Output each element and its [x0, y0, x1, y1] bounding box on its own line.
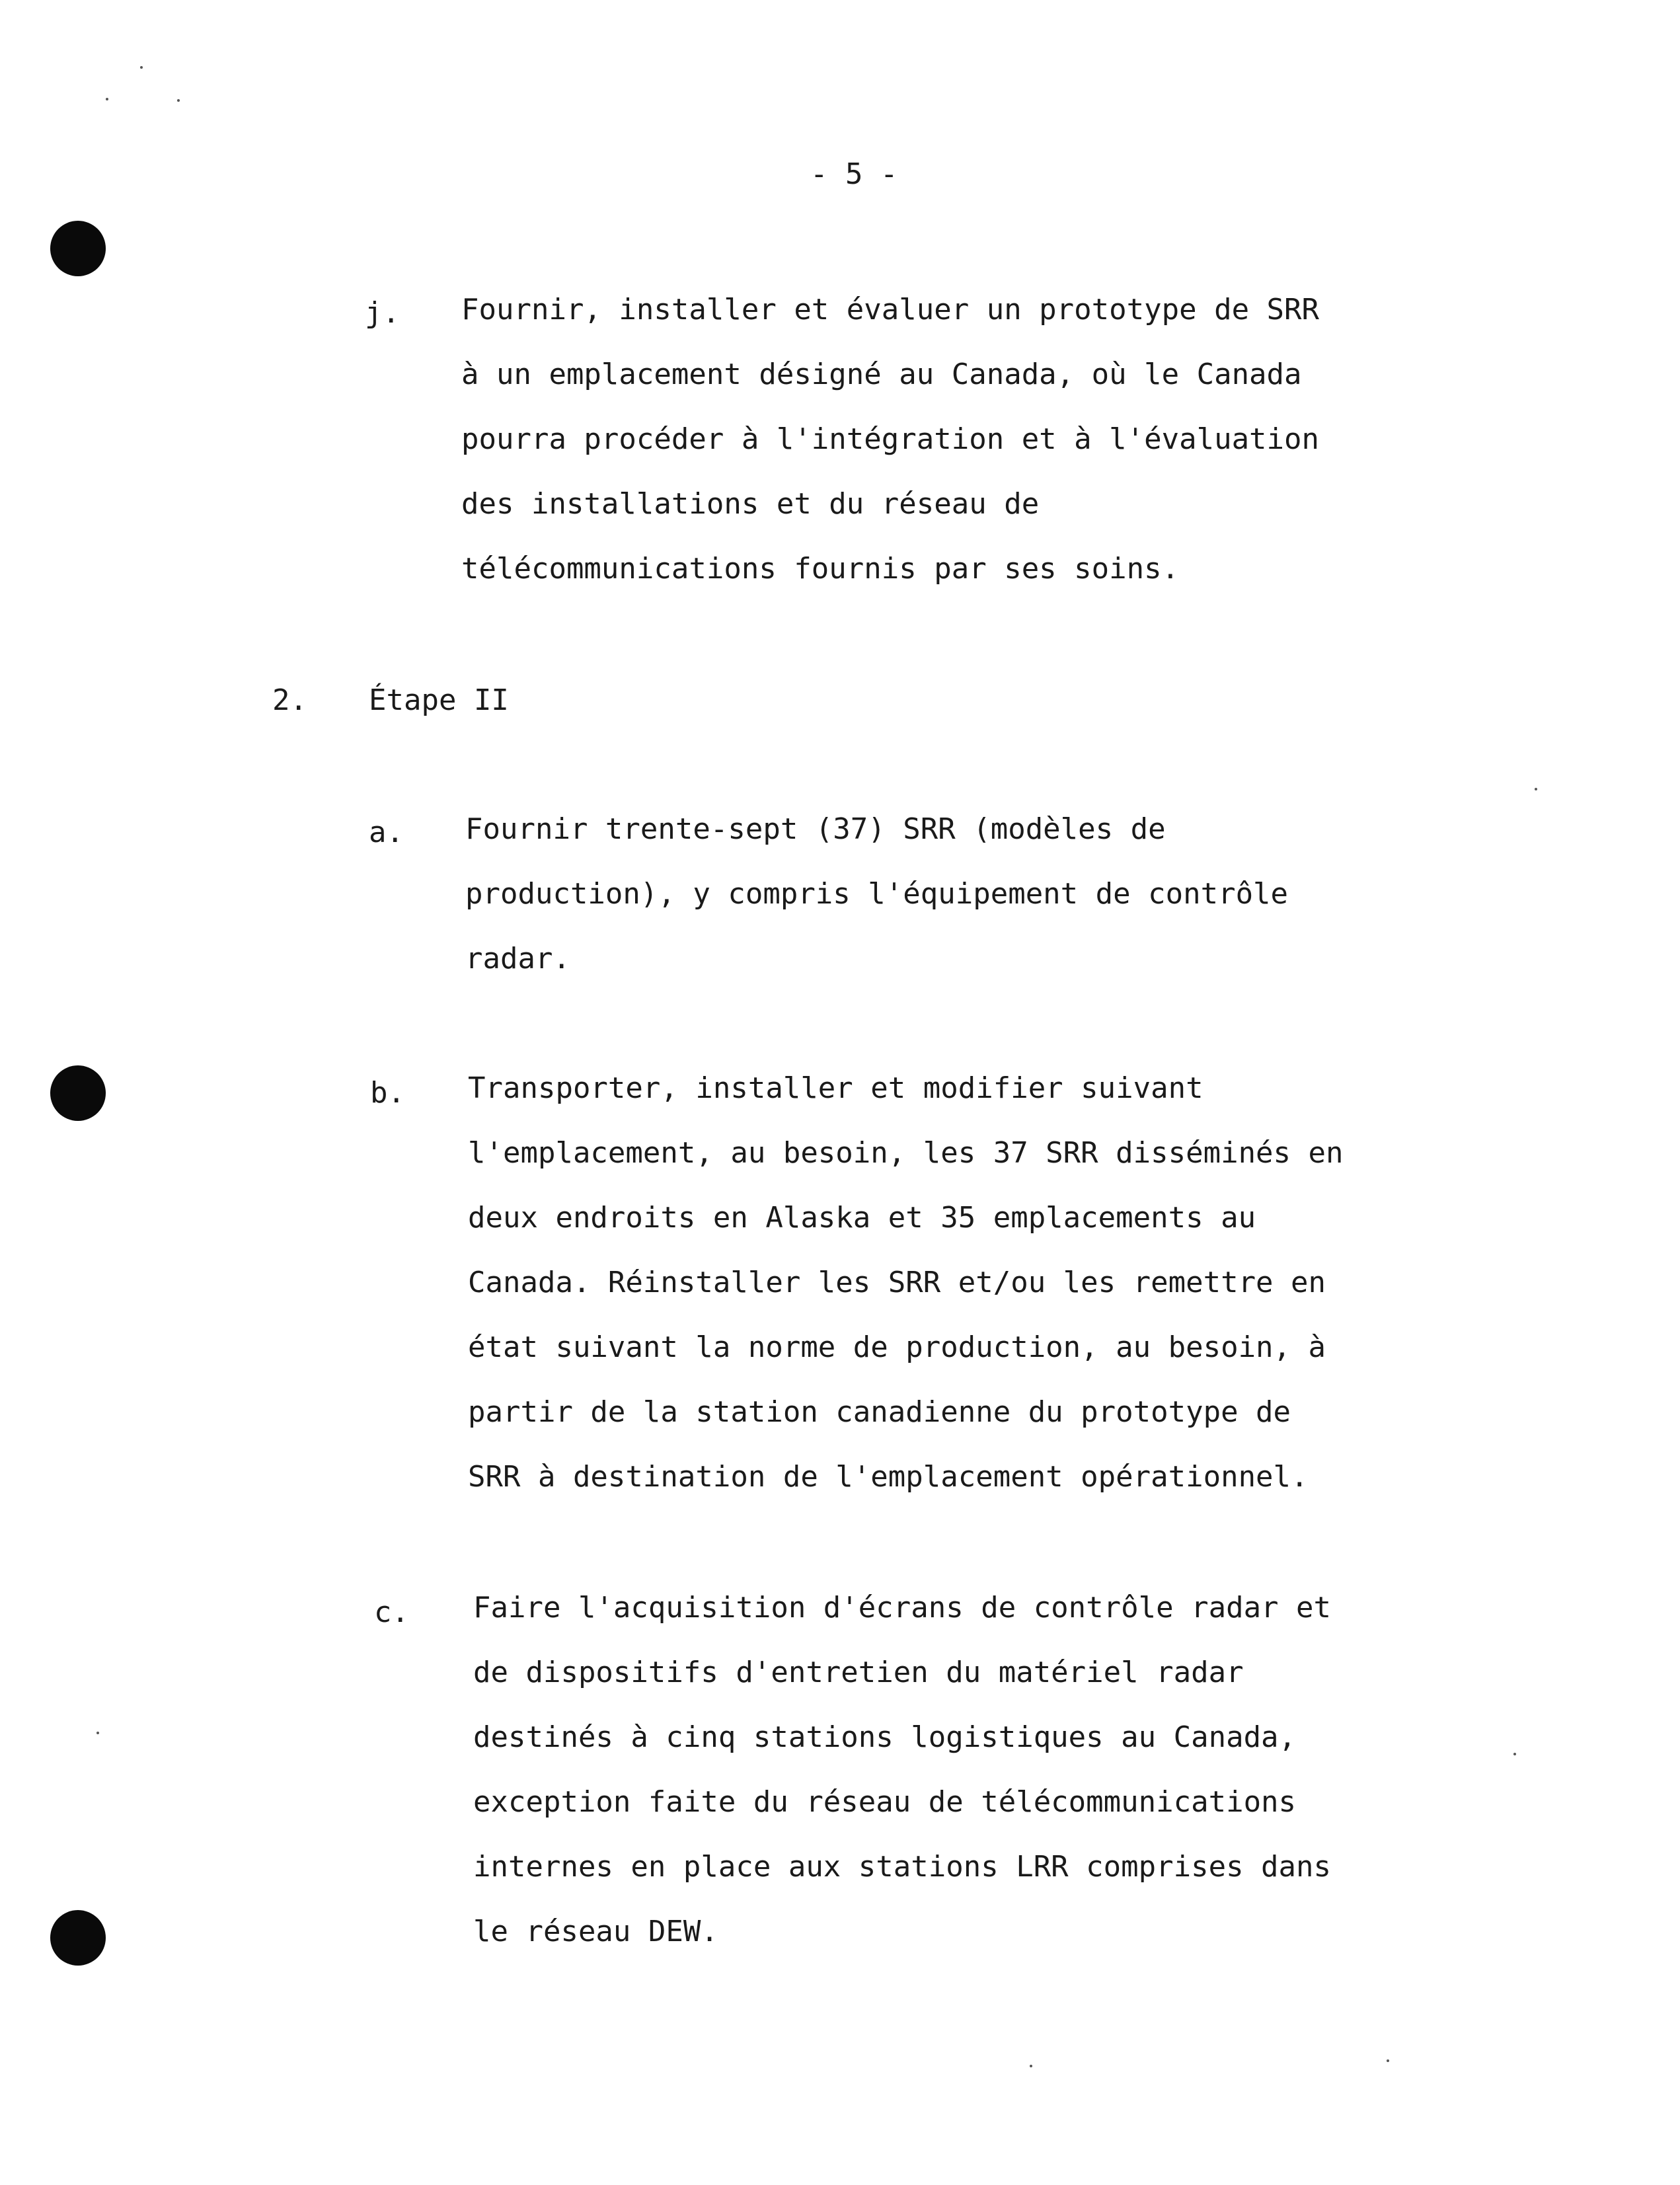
item-b-line: l'emplacement, au besoin, les 37 SRR disséminés en	[468, 1136, 1344, 1170]
item-j-line: des installations et du réseau de	[461, 487, 1040, 521]
item-c-marker: c.	[374, 1595, 409, 1629]
item-a-line: production), y compris l'équipement de contrôle	[465, 877, 1289, 911]
item-b-line: SRR à destination de l'emplacement opérationnel.	[468, 1460, 1309, 1494]
item-c-line: destinés à cinq stations logistiques au Canada,	[473, 1720, 1297, 1754]
scan-speck	[96, 1732, 99, 1734]
item-c-line: de dispositifs d'entretien du matériel radar	[473, 1656, 1244, 1689]
item-b-line: Canada. Réinstaller les SRR et/ou les remettre en	[468, 1266, 1326, 1299]
item-a-marker: a.	[369, 816, 404, 849]
item-a-line: Fournir trente-sept (37) SRR (modèles de	[465, 812, 1166, 846]
item-a-line: radar.	[465, 942, 570, 976]
item-j-text	[461, 278, 1319, 601]
scan-speck	[1387, 2059, 1389, 2062]
scan-speck	[177, 99, 180, 102]
item-b-line: état suivant la norme de production, au besoin, à	[468, 1330, 1326, 1364]
item-j-line: Fournir, installer et évaluer un prototype de SRR	[461, 293, 1320, 326]
item-b-line: partir de la station canadienne du prototype de	[468, 1395, 1291, 1429]
item-j-line: pourra procéder à l'intégration et à l'évaluation	[461, 422, 1320, 456]
scan-speck	[1535, 788, 1537, 790]
page-number: - 5 -	[810, 157, 898, 191]
section-2-number: 2.	[272, 683, 307, 717]
section-2-title: Étape II	[369, 683, 509, 717]
punch-hole-middle	[50, 1065, 106, 1121]
item-c-line: exception faite du réseau de télécommunications	[473, 1785, 1297, 1819]
scan-speck	[140, 66, 143, 69]
scan-speck	[1030, 2065, 1032, 2067]
scan-speck	[1513, 1753, 1516, 1755]
item-b-line: Transporter, installer et modifier suivant	[468, 1071, 1203, 1105]
item-c-text	[473, 1576, 1331, 1964]
punch-hole-top	[50, 221, 106, 276]
scan-speck	[106, 98, 108, 100]
item-b-text	[468, 1056, 1344, 1510]
item-b-line: deux endroits en Alaska et 35 emplacements au	[468, 1201, 1256, 1235]
item-a-text	[465, 797, 1288, 991]
item-c-line: internes en place aux stations LRR comprises dans	[473, 1850, 1332, 1884]
item-c-line: le réseau DEW.	[473, 1915, 718, 1948]
item-j-line: à un emplacement désigné au Canada, où le Canada	[461, 358, 1302, 391]
item-j-line: télécommunications fournis par ses soins.	[461, 552, 1180, 586]
item-j-marker: j.	[365, 296, 400, 330]
punch-hole-bottom	[50, 1910, 106, 1966]
item-b-marker: b.	[370, 1076, 405, 1110]
item-c-line: Faire l'acquisition d'écrans de contrôle radar et	[473, 1591, 1332, 1625]
